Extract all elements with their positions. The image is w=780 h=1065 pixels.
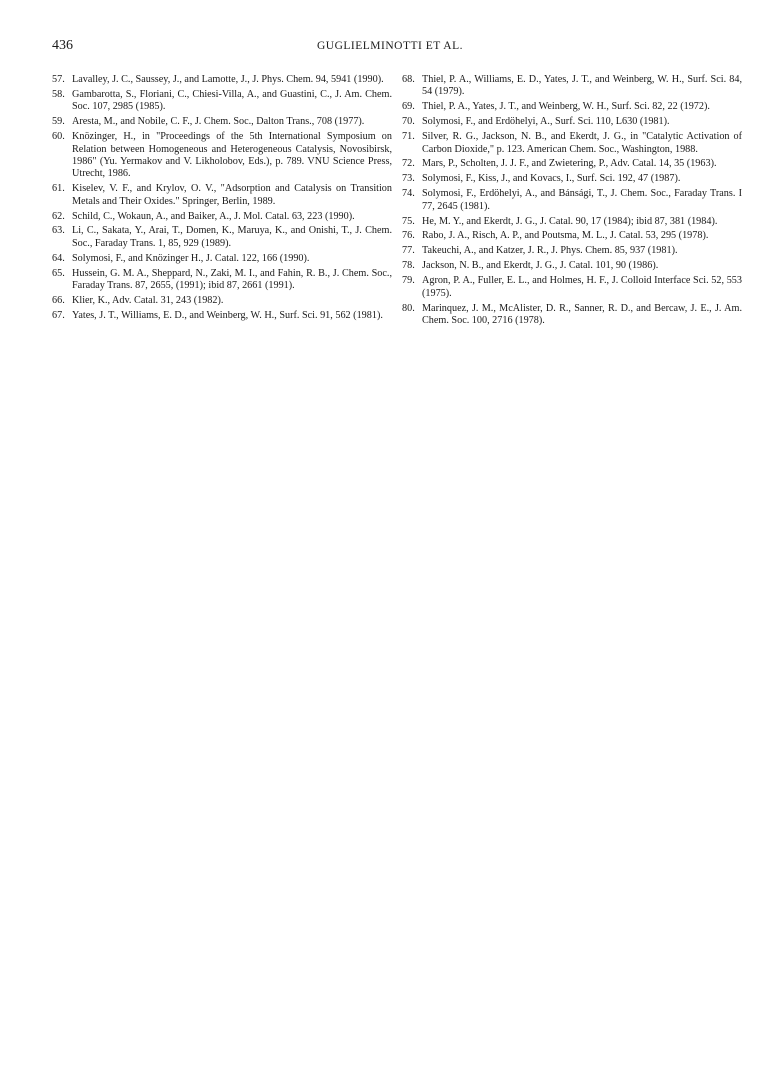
reference-item: [52, 116, 392, 128]
reference-text: Solymosi, F., and Erdöhelyi, A., Surf. Sci. 110, L630 (1981).: [422, 116, 670, 128]
reference-item: [52, 74, 392, 86]
reference-number: 66.: [52, 295, 65, 306]
reference-text: Silver, R. G., Jackson, N. B., and Ekerdt, J. G., in "Catalytic Activation of Carbon Dioxide," p. 123. American Chem. Soc., Washington, 1988.: [422, 131, 742, 155]
reference-text: He, M. Y., and Ekerdt, J. G., J. Catal. 90, 17 (1984); ibid 87, 381 (1984).: [422, 215, 718, 227]
reference-text: Lavalley, J. C., Saussey, J., and Lamotte, J., J. Phys. Chem. 94, 5941 (1990).: [72, 74, 384, 85]
reference-item: [402, 158, 742, 170]
reference-text: Rabo, J. A., Risch, A. P., and Poutsma, M. L., J. Catal. 53, 295 (1978).: [422, 230, 709, 242]
reference-text: Marinquez, J. M., McAlister, D. R., Sanner, R. D., and Bercaw, J. E., J. Am. Chem. Soc. 100, 2716 (1978).: [422, 302, 742, 326]
reference-number: 72.: [402, 158, 415, 170]
reference-item: [402, 188, 742, 213]
reference-item: [402, 216, 742, 228]
reference-number: 58.: [52, 88, 65, 100]
reference-text: Jackson, N. B., and Ekerdt, J. G., J. Catal. 101, 90 (1986).: [422, 260, 659, 272]
reference-text: Aresta, M., and Nobile, C. F., J. Chem. Soc., Dalton Trans., 708 (1977).: [72, 116, 365, 128]
reference-item: [402, 131, 742, 156]
reference-text: Schild, C., Wokaun, A., and Baiker, A., J. Mol. Catal. 63, 223 (1990).: [72, 210, 355, 222]
reference-item: [402, 260, 742, 272]
reference-number: 78.: [402, 260, 415, 272]
reference-text: Mars, P., Scholten, J. J. F., and Zwietering, P., Adv. Catal. 14, 35 (1963).: [422, 158, 717, 170]
reference-number: 67.: [52, 309, 65, 321]
reference-item: [52, 183, 392, 208]
reference-item: [402, 116, 742, 128]
reference-item: [402, 303, 742, 328]
reference-item: [402, 245, 742, 257]
reference-number: 73.: [402, 173, 415, 185]
reference-number: 62.: [52, 210, 65, 222]
reference-number: 77.: [402, 245, 415, 257]
reference-text: Takeuchi, A., and Katzer, J. R., J. Phys. Chem. 85, 937 (1981).: [422, 245, 678, 257]
page-number: 436: [52, 38, 73, 53]
reference-number: 76.: [402, 230, 415, 242]
reference-text: Thiel, P. A., Williams, E. D., Yates, J. T., and Weinberg, W. H., Surf. Sci. 84, 54 (1979).: [422, 74, 742, 98]
running-head: GUGLIELMINOTTI ET AL.: [316, 40, 464, 52]
reference-text: Yates, J. T., Williams, E. D., and Weinberg, W. H., Surf. Sci. 91, 562 (1981).: [72, 309, 383, 321]
reference-column-left: [52, 74, 392, 325]
reference-item: [52, 253, 392, 265]
reference-text: Kiselev, V. F., and Krylov, O. V., "Adsorption and Catalysis on Transition Metals and Their Oxides." Springer, Berlin, 1989.: [72, 183, 392, 207]
reference-item: [52, 295, 392, 307]
reference-text: Solymosi, F., Kiss, J., and Kovacs, I., Surf. Sci. 192, 47 (1987).: [422, 173, 681, 185]
reference-text: Knözinger, H., in "Proceedings of the 5th International Symposium on Relation between Homogeneous and Heterogeneous Catalysis, Novosibirsk, 1986" (Yu. Yermakov and V. Likholobov, Eds.), p. 789. VNU Science Press, Utrecht, 1986.: [72, 131, 392, 180]
reference-text: Gambarotta, S., Floriani, C., Chiesi-Villa, A., and Guastini, C., J. Am. Chem. Soc. 107, 2985 (1985).: [72, 88, 392, 113]
reference-item: [52, 310, 392, 322]
reference-item: [52, 131, 392, 181]
reference-number: 61.: [52, 183, 65, 195]
reference-number: 79.: [402, 275, 415, 287]
reference-item: [402, 74, 742, 99]
reference-number: 74.: [402, 188, 415, 200]
reference-number: 69.: [402, 101, 415, 113]
reference-number: 68.: [402, 74, 415, 85]
reference-number: 70.: [402, 116, 415, 128]
reference-item: [402, 275, 742, 300]
reference-item: [402, 173, 742, 185]
reference-text: Li, C., Sakata, Y., Arai, T., Domen, K., Maruya, K., and Onishi, T., J. Chem. Soc., Faraday Trans. 1, 85, 929 (1989).: [72, 225, 392, 249]
reference-text: Solymosi, F., and Knözinger H., J. Catal. 122, 166 (1990).: [72, 252, 310, 264]
reference-text: Agron, P. A., Fuller, E. L., and Holmes, H. F., J. Colloid Interface Sci. 52, 553 (1975).: [422, 275, 742, 299]
reference-text: Klier, K., Adv. Catal. 31, 243 (1982).: [72, 295, 224, 306]
reference-item: [52, 268, 392, 293]
reference-number: 71.: [402, 131, 415, 143]
reference-number: 60.: [52, 131, 65, 143]
reference-item: [402, 230, 742, 242]
reference-item: [52, 89, 392, 114]
reference-item: [52, 225, 392, 250]
reference-number: 64.: [52, 252, 65, 264]
reference-text: Thiel, P. A., Yates, J. T., and Weinberg, W. H., Surf. Sci. 82, 22 (1972).: [422, 101, 710, 113]
reference-item: [52, 211, 392, 223]
reference-number: 65.: [52, 267, 65, 279]
reference-item: [402, 101, 742, 113]
reference-number: 57.: [52, 74, 65, 85]
reference-number: 63.: [52, 225, 65, 237]
reference-number: 80.: [402, 302, 415, 314]
reference-text: Hussein, G. M. A., Sheppard, N., Zaki, M. I., and Fahin, R. B., J. Chem. Soc., Faraday Trans. 87, 2655, (1991); ibid 87, 2661 (1991).: [72, 267, 392, 292]
reference-text: Solymosi, F., Erdöhelyi, A., and Bánsági, T., J. Chem. Soc., Faraday Trans. I 77, 2645 (1981).: [422, 188, 742, 212]
reference-number: 59.: [52, 116, 65, 128]
reference-number: 75.: [402, 215, 415, 227]
reference-column-right: [402, 74, 742, 330]
